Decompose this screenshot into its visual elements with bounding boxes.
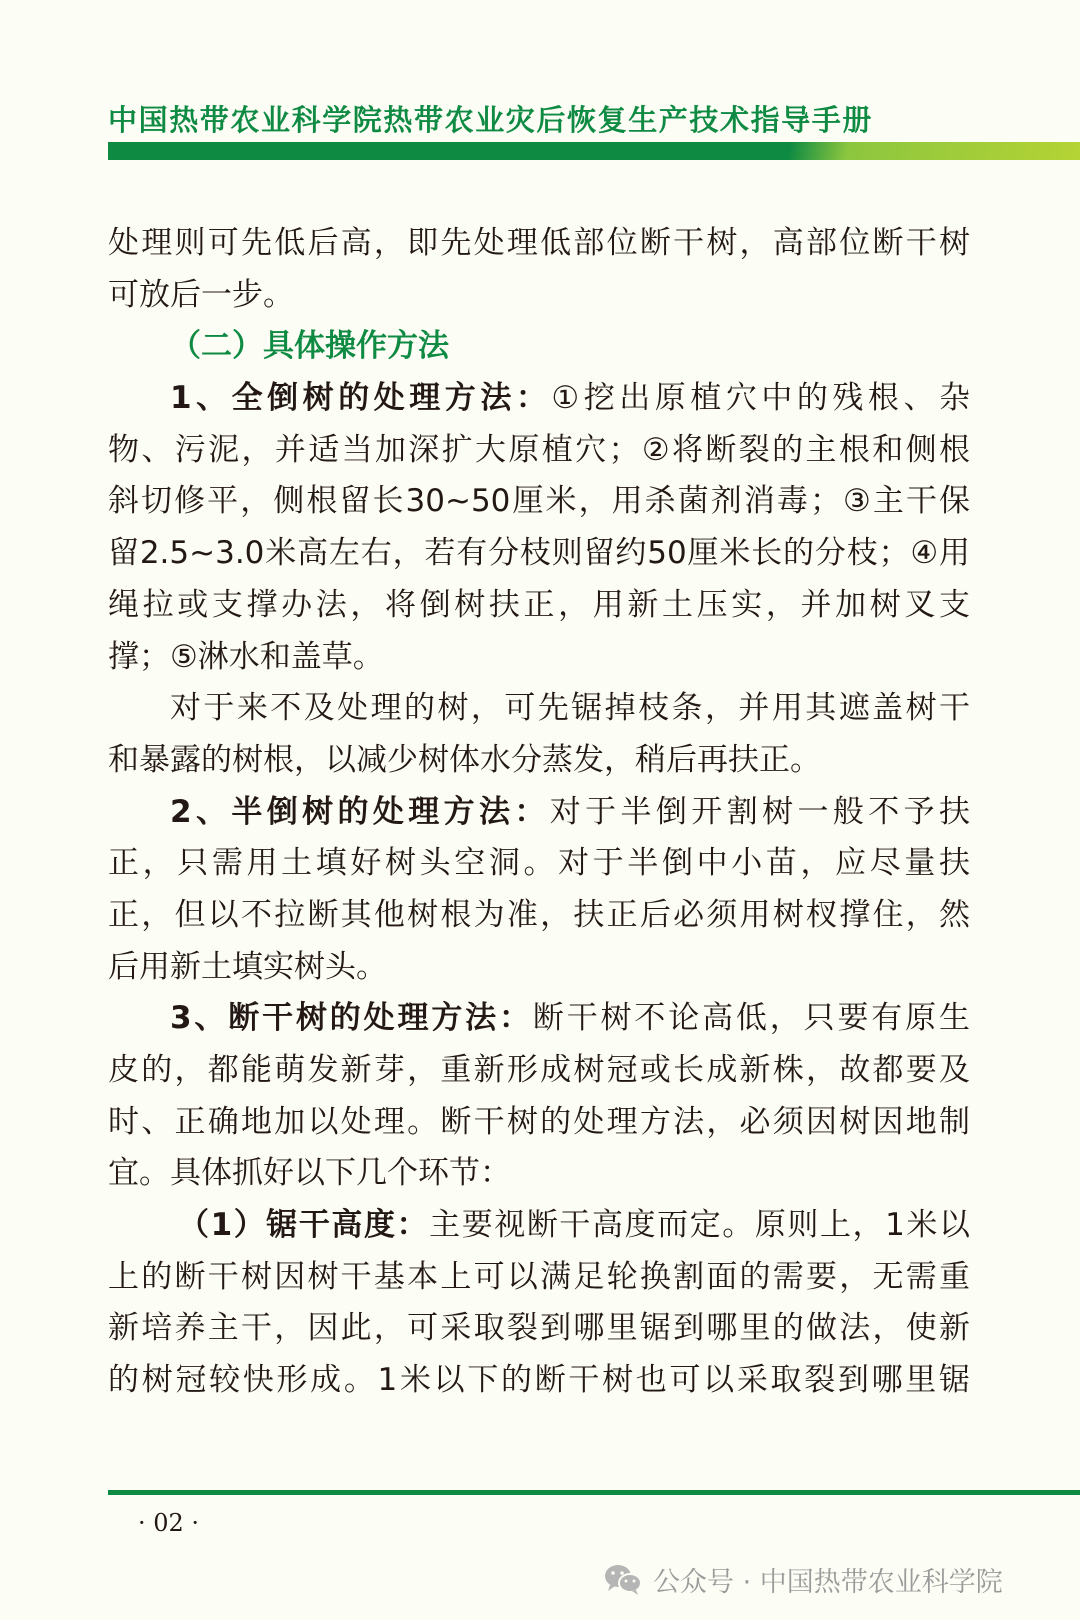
body-line: 对于来不及处理的树，可先锯掉枝条，并用其遮盖树干 [170, 690, 970, 727]
body-line: 皮的，都能萌发新芽，重新形成树冠或长成新株，故都要及 [108, 1052, 970, 1088]
body-line: 的树冠较快形成。1米以下的断干树也可以采取裂到哪里锯 [108, 1362, 970, 1399]
paragraph-3-first-line [108, 993, 970, 1045]
subitem-1-heading: （1）锯干高度： [178, 1207, 430, 1244]
page-number: · 02 · [138, 1509, 200, 1537]
body-line: 撑；⑤淋水和盖草。 [108, 638, 384, 675]
header-bar [108, 142, 1080, 160]
body-line: 绳拉或支撑办法，将倒树扶正，用新土压实，并加树叉支 [108, 586, 970, 623]
body-line: 上的断干树因树干基本上可以满足轮换割面的需要，无需重 [108, 1258, 970, 1295]
body-line: 新培养主干，因此，可采取裂到哪里锯到哪里的做法，使新 [108, 1310, 970, 1347]
body-line: 可放后一步。 [108, 276, 294, 313]
wechat-icon [603, 1562, 643, 1596]
body-line: 留2.5~3.0米高左右，若有分枝则留约50厘米长的分枝；④用 [108, 535, 970, 572]
paragraph-2-first-line [108, 787, 970, 839]
item-2-text: 对于半倒开割树一般不予扶 [549, 793, 970, 830]
watermark [603, 1557, 1003, 1601]
body-line: 斜切修平，侧根留长30~50厘米，用杀菌剂消毒；③主干保 [108, 483, 970, 520]
paragraph-1-first-line [108, 373, 970, 425]
body-line: 和暴露的树根，以减少树体水分蒸发，稍后再扶正。 [108, 741, 821, 778]
footer-rule [108, 1490, 1080, 1495]
item-3-heading: 3、断干树的处理方法： [170, 1000, 533, 1037]
subitem-1-first-line [108, 1200, 970, 1252]
handbook-title: 中国热带农业科学院热带农业灾后恢复生产技术指导手册 [108, 103, 874, 137]
body-line: 后用新土填实树头。 [108, 948, 387, 985]
subitem-1-text: 主要视断干高度而定。原则上，1米以 [429, 1207, 970, 1244]
body-line: 正，但以不拉断其他树根为准，扶正后必须用树杈撑住，然 [108, 896, 970, 933]
section-heading: （二）具体操作方法 [170, 328, 449, 365]
item-3-text: 断干树不论高低，只要有原生 [532, 1000, 970, 1037]
body-line: 物、污泥，并适当加深扩大原植穴；②将断裂的主根和侧根 [108, 431, 970, 468]
body-line: 正，只需用土填好树头空洞。对于半倒中小苗，应尽量扶 [108, 845, 970, 882]
item-2-heading: 2、半倒树的处理方法： [170, 793, 550, 830]
body-line: 时、正确地加以处理。断干树的处理方法，必须因树因地制 [108, 1103, 970, 1140]
body-text [108, 218, 970, 1407]
item-1-heading: 1、全倒树的处理方法： [170, 380, 552, 417]
body-line: 宜。具体抓好以下几个环节： [108, 1155, 511, 1192]
watermark-text: 公众号 · 中国热带农业科学院 [653, 1566, 1003, 1598]
body-line: 处理则可先低后高，即先处理低部位断干树，高部位断干树 [108, 225, 970, 261]
item-1-text: ①挖出原植穴中的残根、杂 [551, 380, 970, 417]
